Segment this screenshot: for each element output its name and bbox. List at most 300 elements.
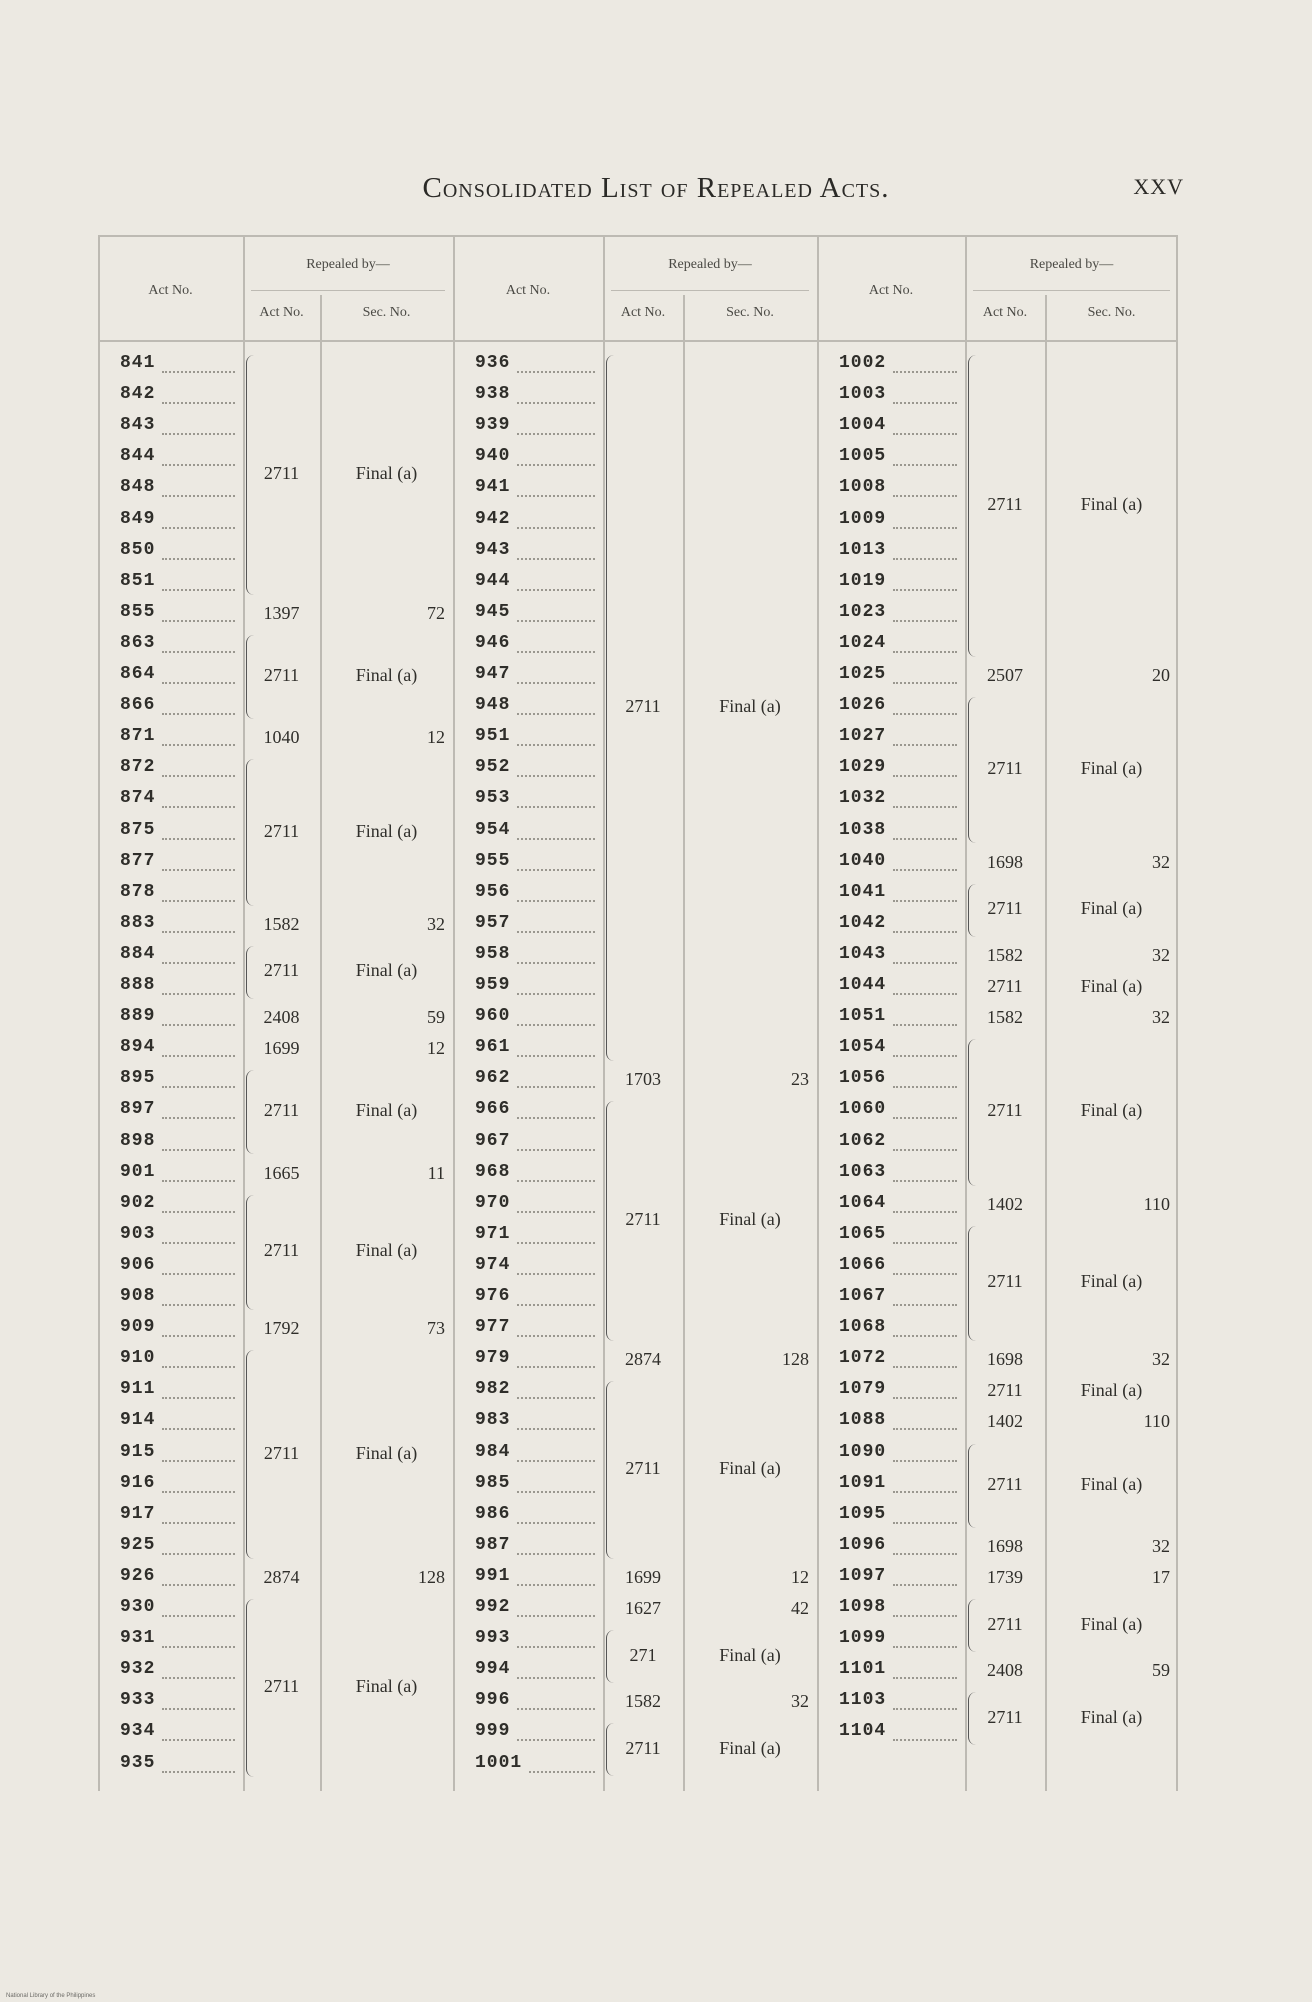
act-number: 914 (120, 1410, 156, 1431)
repealing-act: 2711 (263, 1442, 300, 1463)
leader-dots (893, 838, 957, 840)
leader-dots (162, 620, 235, 622)
act-number: 945 (475, 601, 511, 622)
act-number: 992 (475, 1597, 511, 1617)
section-number: 23 (791, 1069, 809, 1090)
leader-dots (162, 1149, 235, 1151)
leader-dots (893, 1335, 957, 1337)
leader-dots (517, 1522, 595, 1524)
col-divider-act-2 (603, 235, 605, 1791)
repealed-by-underline-1 (251, 290, 445, 291)
leader-dots (517, 1086, 595, 1088)
act-number: 894 (120, 1037, 156, 1058)
leader-dots (162, 869, 235, 871)
act-number: 1023 (839, 601, 887, 622)
leader-dots (517, 1055, 595, 1057)
act-number: 917 (120, 1503, 156, 1524)
section-number: Final (a) (1080, 898, 1143, 919)
act-number: 1054 (839, 1037, 887, 1058)
section-number: 12 (427, 727, 445, 748)
section-number: Final (a) (719, 1458, 781, 1479)
act-number: 1038 (839, 819, 887, 840)
repealing-act: 2711 (987, 493, 1023, 514)
act-number: 984 (475, 1441, 511, 1462)
act-number: 955 (475, 850, 511, 871)
header-repealed-by-2: Repealed by— (668, 257, 752, 272)
act-number: 1003 (839, 384, 887, 405)
act-number: 1042 (839, 912, 887, 933)
repealing-act: 2711 (263, 1675, 300, 1696)
act-number: 958 (475, 943, 511, 964)
col-divider-sub-1 (320, 295, 322, 1791)
leader-dots (162, 962, 235, 964)
act-number: 925 (120, 1534, 156, 1555)
act-number: 895 (120, 1068, 156, 1089)
act-number: 855 (120, 601, 156, 622)
leader-dots (162, 1708, 235, 1710)
table-border-top (98, 235, 1178, 237)
page-number: XXV (1133, 174, 1184, 199)
leader-dots (893, 744, 957, 746)
leader-dots (162, 744, 235, 746)
header-act-no-2: Act No. (505, 283, 551, 298)
leader-dots (893, 1273, 957, 1275)
act-number: 987 (475, 1534, 511, 1555)
repealing-act: 1703 (625, 1069, 661, 1090)
repealing-act: 1627 (625, 1598, 661, 1618)
leader-dots (517, 1242, 595, 1244)
act-number: 971 (475, 1223, 511, 1244)
leader-dots (162, 900, 235, 902)
act-number: 1032 (839, 788, 887, 809)
leader-dots (893, 651, 957, 653)
leader-dots (517, 1117, 595, 1119)
act-number: 1040 (839, 850, 887, 871)
leader-dots (517, 371, 595, 373)
page-title: Consolidated List of Repealed Acts. (422, 172, 890, 204)
section-number: Final (a) (355, 1442, 418, 1463)
act-number: 1008 (839, 477, 887, 498)
act-number: 1024 (839, 632, 887, 653)
leader-dots (893, 900, 957, 902)
leader-dots (517, 651, 595, 653)
act-number: 877 (120, 850, 156, 871)
repealing-act: 1582 (263, 913, 300, 934)
section-number: 110 (1143, 1193, 1170, 1214)
repealing-act: 2507 (987, 665, 1023, 685)
leader-dots (517, 1677, 595, 1679)
leader-dots (893, 1460, 957, 1462)
leader-dots (517, 682, 595, 684)
act-number: 979 (475, 1348, 511, 1369)
leader-dots (893, 495, 957, 497)
act-number: 1009 (839, 508, 887, 529)
repealing-act: 1698 (987, 851, 1023, 872)
leader-dots (893, 1086, 957, 1088)
header-sub-sec-no-1: Sec. No. (362, 305, 411, 320)
leader-dots (893, 931, 957, 933)
leader-dots (162, 1335, 235, 1337)
repealing-act: 2711 (263, 820, 300, 841)
act-number: 1029 (839, 757, 887, 778)
leader-dots (517, 433, 595, 435)
act-number: 932 (120, 1659, 156, 1680)
section-number: 59 (427, 1007, 445, 1028)
act-number: 1002 (839, 353, 887, 373)
act-number: 952 (475, 757, 511, 778)
act-number: 1043 (839, 943, 887, 964)
leader-dots (893, 775, 957, 777)
leader-dots (517, 1646, 595, 1648)
act-number: 938 (475, 384, 511, 405)
leader-dots (517, 464, 595, 466)
section-number: 20 (1152, 665, 1170, 685)
act-number: 909 (120, 1317, 156, 1338)
col-divider-sub-3 (1045, 295, 1047, 1791)
act-number: 948 (475, 695, 511, 716)
repealing-act: 2711 (263, 960, 300, 981)
act-number: 843 (120, 415, 156, 436)
leader-dots (893, 1584, 957, 1586)
leader-dots (162, 838, 235, 840)
act-number: 901 (120, 1161, 156, 1182)
act-number: 966 (475, 1099, 511, 1120)
act-number: 957 (475, 912, 511, 933)
act-number: 1064 (839, 1192, 887, 1213)
repealing-act: 2711 (987, 898, 1023, 919)
act-number: 878 (120, 881, 156, 902)
act-number: 1027 (839, 726, 887, 747)
act-number: 959 (475, 975, 511, 995)
section-number: Final (a) (355, 462, 418, 483)
repealing-act: 271 (629, 1644, 657, 1665)
act-number: 936 (475, 353, 511, 373)
leader-dots (517, 1024, 595, 1026)
leader-dots (893, 464, 957, 466)
leader-dots (893, 806, 957, 808)
section-number: 12 (427, 1038, 445, 1059)
act-number: 954 (475, 819, 511, 840)
act-number: 962 (475, 1068, 511, 1089)
repealing-act: 1397 (263, 602, 300, 623)
leader-dots (893, 869, 957, 871)
leader-dots (893, 1397, 957, 1399)
repealing-act: 2711 (987, 758, 1023, 779)
repealing-act: 2711 (987, 1473, 1023, 1494)
leader-dots (893, 1646, 957, 1648)
leader-dots (162, 713, 235, 715)
section-number: 32 (791, 1691, 809, 1712)
act-number: 1067 (839, 1286, 887, 1306)
leader-dots (162, 806, 235, 808)
act-number: 944 (475, 570, 511, 591)
header-repealed-by-1: Repealed by— (306, 257, 390, 272)
leader-dots (529, 1771, 595, 1773)
section-number: 32 (1152, 944, 1170, 965)
act-number: 976 (475, 1286, 511, 1306)
act-number: 1104 (839, 1721, 887, 1742)
col-divider-group-2 (817, 235, 819, 1791)
header-sub-act-no-2: Act No. (620, 305, 666, 320)
act-number: 982 (475, 1379, 511, 1400)
act-number: 851 (120, 570, 156, 591)
act-number: 970 (475, 1192, 511, 1213)
repealing-act: 2711 (263, 665, 300, 685)
act-number: 906 (120, 1254, 156, 1275)
section-number: 72 (427, 602, 445, 623)
leader-dots (517, 775, 595, 777)
act-number: 908 (120, 1286, 156, 1306)
leader-dots (162, 1615, 235, 1617)
leader-dots (893, 1708, 957, 1710)
repealing-act: 2711 (625, 1737, 661, 1758)
leader-dots (162, 1771, 235, 1773)
repealing-act: 1040 (263, 727, 300, 748)
leader-dots (893, 682, 957, 684)
act-number: 1091 (839, 1472, 887, 1493)
act-number: 1062 (839, 1130, 887, 1151)
section-number: Final (a) (1080, 1271, 1143, 1292)
act-number: 884 (120, 943, 156, 964)
leader-dots (517, 1615, 595, 1617)
act-number: 915 (120, 1441, 156, 1462)
repealing-act: 2711 (987, 976, 1023, 996)
act-number: 1001 (475, 1752, 523, 1773)
repealing-act: 2711 (625, 1209, 661, 1230)
repealing-act: 2711 (987, 1706, 1023, 1727)
act-number: 841 (120, 353, 156, 373)
section-number: 128 (418, 1566, 445, 1587)
repealing-act: 1402 (987, 1193, 1023, 1214)
repealed-acts-table (98, 235, 1178, 1791)
leader-dots (162, 371, 235, 373)
act-number: 842 (120, 384, 156, 405)
leader-dots (893, 558, 957, 560)
repealing-act: 1698 (987, 1349, 1023, 1370)
act-number: 1019 (839, 570, 887, 591)
leader-dots (162, 464, 235, 466)
leader-dots (517, 962, 595, 964)
act-number: 1098 (839, 1597, 887, 1617)
act-number: 848 (120, 477, 156, 498)
leader-dots (162, 495, 235, 497)
act-number: 897 (120, 1099, 156, 1120)
act-number: 934 (120, 1721, 156, 1742)
repealing-act: 1739 (987, 1566, 1023, 1587)
act-number: 940 (475, 446, 511, 467)
header-act-no-1: Act No. (148, 283, 193, 298)
leader-dots (162, 402, 235, 404)
leader-dots (517, 1584, 595, 1586)
leader-dots (162, 1677, 235, 1679)
act-number: 898 (120, 1130, 156, 1151)
table-border-left (98, 235, 100, 1791)
act-number: 967 (475, 1130, 511, 1151)
section-number: Final (a) (1080, 1613, 1143, 1634)
section-number: 17 (1152, 1566, 1170, 1587)
section-number: Final (a) (355, 820, 418, 841)
leader-dots (162, 1242, 235, 1244)
leader-dots (162, 1086, 235, 1088)
leader-dots (162, 1397, 235, 1399)
act-number: 902 (120, 1192, 156, 1213)
act-number: 996 (475, 1690, 511, 1711)
act-number: 871 (120, 726, 156, 747)
leader-dots (162, 1522, 235, 1524)
leader-dots (162, 1211, 235, 1213)
act-number: 1025 (839, 664, 887, 684)
leader-dots (162, 1024, 235, 1026)
header-sub-act-no-1: Act No. (259, 305, 304, 320)
act-number: 960 (475, 1006, 511, 1027)
act-number: 1088 (839, 1410, 887, 1431)
leader-dots (162, 589, 235, 591)
leader-dots (517, 1397, 595, 1399)
act-number: 999 (475, 1721, 511, 1742)
act-number: 941 (475, 477, 511, 498)
section-number: Final (a) (1080, 976, 1143, 996)
act-number: 1099 (839, 1628, 887, 1649)
act-number: 1090 (839, 1441, 887, 1462)
repealing-act: 1402 (987, 1411, 1023, 1432)
repealing-act: 2711 (987, 1380, 1023, 1401)
act-number: 1097 (839, 1565, 887, 1586)
repealing-act: 1582 (987, 944, 1023, 965)
leader-dots (162, 1304, 235, 1306)
leader-dots (517, 1491, 595, 1493)
repealing-act: 1698 (987, 1535, 1023, 1556)
header-act-no-3: Act No. (868, 283, 914, 298)
leader-dots (517, 1553, 595, 1555)
leader-dots (893, 1553, 957, 1555)
leader-dots (893, 402, 957, 404)
repealing-act: 1582 (625, 1691, 661, 1712)
act-number: 931 (120, 1628, 156, 1649)
section-number: 110 (1143, 1411, 1170, 1432)
leader-dots (893, 1491, 957, 1493)
section-number: 32 (1152, 1007, 1170, 1028)
leader-dots (162, 1428, 235, 1430)
section-number: Final (a) (1080, 493, 1143, 514)
section-number: Final (a) (719, 1644, 781, 1665)
section-number: Final (a) (355, 1675, 418, 1696)
section-number: 32 (1152, 1535, 1170, 1556)
repealed-by-underline-2 (611, 290, 809, 291)
act-number: 1026 (839, 695, 887, 716)
act-number: 863 (120, 632, 156, 653)
leader-dots (893, 1024, 957, 1026)
leader-dots (162, 433, 235, 435)
leader-dots (162, 1273, 235, 1275)
section-number: 32 (427, 913, 445, 934)
section-number: Final (a) (719, 1209, 781, 1230)
act-number: 994 (475, 1659, 511, 1680)
act-number: 1068 (839, 1317, 887, 1338)
act-number: 942 (475, 508, 511, 529)
section-number: Final (a) (719, 696, 781, 717)
act-number: 974 (475, 1254, 511, 1275)
section-number: Final (a) (355, 960, 418, 981)
repealing-act: 2711 (987, 1100, 1023, 1121)
act-number: 910 (120, 1348, 156, 1369)
act-number: 977 (475, 1317, 511, 1338)
repealing-act: 2874 (625, 1349, 661, 1370)
leader-dots (517, 838, 595, 840)
act-number: 903 (120, 1223, 156, 1244)
section-number: 73 (427, 1318, 445, 1339)
leader-dots (517, 402, 595, 404)
section-number: 32 (1152, 851, 1170, 872)
header-sub-sec-no-3: Sec. No. (1087, 305, 1136, 320)
leader-dots (517, 931, 595, 933)
leader-dots (517, 527, 595, 529)
repealing-act: 2711 (263, 462, 300, 483)
leader-dots (517, 495, 595, 497)
leader-dots (517, 1149, 595, 1151)
leader-dots (162, 775, 235, 777)
leader-dots (517, 1708, 595, 1710)
leader-dots (162, 1646, 235, 1648)
act-number: 889 (120, 1006, 156, 1027)
act-number: 983 (475, 1410, 511, 1431)
act-number: 1096 (839, 1534, 887, 1555)
act-number: 874 (120, 788, 156, 809)
leader-dots (517, 1366, 595, 1368)
act-number: 930 (120, 1597, 156, 1617)
act-number: 1095 (839, 1503, 887, 1524)
leader-dots (893, 527, 957, 529)
leader-dots (162, 1584, 235, 1586)
leader-dots (517, 1428, 595, 1430)
leader-dots (517, 1180, 595, 1182)
leader-dots (517, 1335, 595, 1337)
act-number: 872 (120, 757, 156, 778)
act-number: 926 (120, 1565, 156, 1586)
leader-dots (893, 1615, 957, 1617)
col-divider-sub-2 (683, 295, 685, 1791)
act-number: 888 (120, 975, 156, 995)
leader-dots (517, 1739, 595, 1741)
act-number: 947 (475, 664, 511, 684)
repealing-act: 2711 (987, 1613, 1023, 1634)
header-sub-sec-no-2: Sec. No. (726, 305, 774, 320)
act-number: 1051 (839, 1006, 887, 1027)
act-number: 993 (475, 1628, 511, 1649)
act-number: 961 (475, 1037, 511, 1058)
repealing-act: 2711 (263, 1240, 300, 1261)
leader-dots (893, 1180, 957, 1182)
act-number: 953 (475, 788, 511, 809)
leader-dots (162, 1366, 235, 1368)
act-number: 1103 (839, 1690, 887, 1711)
act-number: 968 (475, 1161, 511, 1182)
repealed-by-underline-3 (973, 290, 1170, 291)
col-divider-group-1 (453, 235, 455, 1791)
act-number: 1063 (839, 1161, 887, 1182)
act-number: 1004 (839, 415, 887, 436)
section-number: Final (a) (1080, 1706, 1143, 1727)
act-number: 916 (120, 1472, 156, 1493)
leader-dots (517, 713, 595, 715)
act-number: 864 (120, 664, 156, 684)
leader-dots (517, 806, 595, 808)
act-number: 1005 (839, 446, 887, 467)
repealing-act: 2874 (263, 1566, 300, 1587)
leader-dots (162, 931, 235, 933)
act-number: 933 (120, 1690, 156, 1711)
leader-dots (893, 713, 957, 715)
leader-dots (162, 1055, 235, 1057)
